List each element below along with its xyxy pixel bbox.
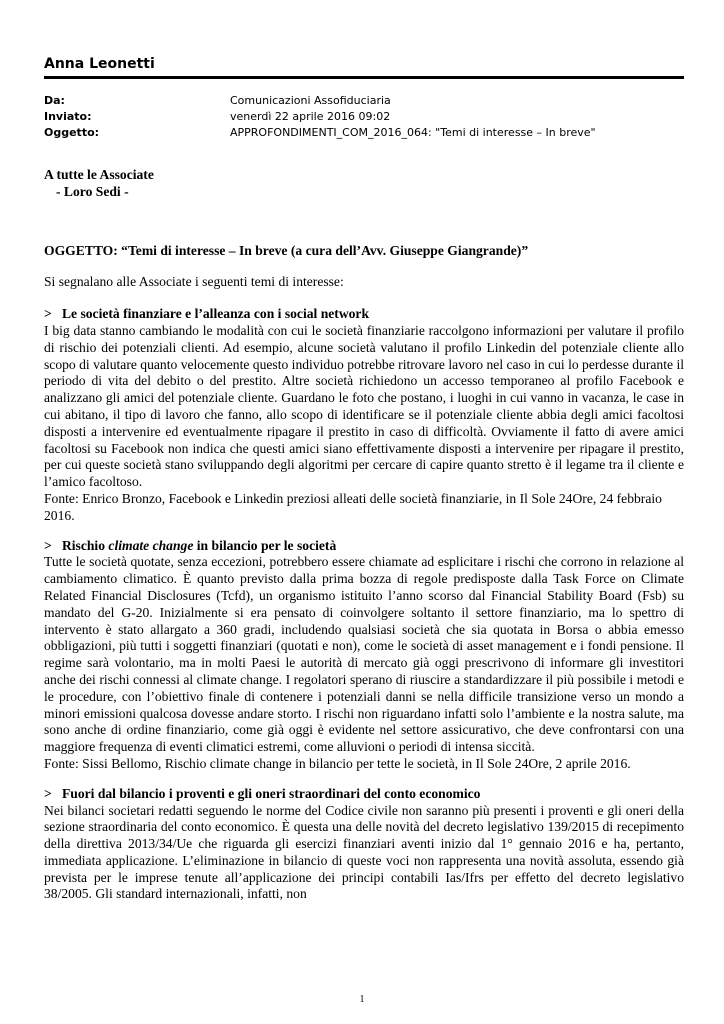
recipient-line-2: - Loro Sedi - xyxy=(56,183,129,199)
subject-label: Oggetto: xyxy=(44,126,100,139)
sent-label: Inviato: xyxy=(44,110,92,123)
section-2-title-post: in bilancio per le società xyxy=(196,537,337,553)
section-3-body: Nei bilanci societari redatti seguendo le norme del Codice civile non saranno più presenti i proventi e gli oneri della sezione straordinaria del conto economico. È questa una delle novità del decreto legislativo 139/2015 di recepimento della direttiva 2013/34/Ue che riguarda gli esercizi finanziari aventi inizio dal 1° gennaio 2016 e ha, pertanto, immediata applicazione. L’eliminazione in bilancio di queste voci non rappresenta una novità assoluta, essendo già prevista per le imprese tenute all’applicazione dei principi contabili Ias/Ifrs per effetto del decreto legislativo 38/2005. Gli standard internazionali, infatti, non xyxy=(44,802,684,902)
section-1-marker: > xyxy=(44,306,52,322)
meta-from-row xyxy=(44,93,684,109)
section-1-source: Fonte: Enrico Bronzo, Facebook e Linkedin preziosi alleati delle società finanziarie, in Il Sole 24Ore, 24 febbraio 2016. xyxy=(44,490,662,523)
intro-text: Si segnalano alle Associate i seguenti temi di interesse: xyxy=(44,274,344,290)
recipient-line-1: A tutte le Associate xyxy=(44,167,154,182)
section-3-marker: > xyxy=(44,785,52,801)
section-3-heading xyxy=(44,786,684,803)
meta-subject-row xyxy=(44,125,684,141)
section-2-title-pre: Rischio xyxy=(61,537,106,553)
document-page xyxy=(44,56,684,903)
section-2-body: Tutte le società quotate, senza eccezioni, potrebbero essere chiamate ad esplicitare i rischi che corrono in relazione al cambiamento climatico. È quanto previsto dalla prima bozza di regole predisposte dalla Task Force on Climate Related Financial Disclosures (Tcfd), un organismo istituito l’anno scorso dal Financial Stability Board (Fsb) su mandato del G-20. Inizialmente si era pensato di coinvolgere soltanto il settore finanziario, ma lo spettro di intervento è stato allargato a 360 gradi, includendo qualsiasi società che sia quotata in Borsa o abbia emesso obbligazioni, più tutti i soggetti finanziari (quotati e non), come le società di asset management e i fondi pensione. Il regime sarà volontario, ma in molti Paesi le autorità di mercato già oggi prescrivono di informare gli investitori anche dei rischi connessi al climate change. I regolatori sperano di riuscire a standardizzare il più possibile i metodi e le procedure, con l’obiettivo finale di contenere i potenziali danni se nella difficile transizione verso un mondo a minori emissioni qualcosa dovesse andare storto. I rischi non riguardano infatti solo l’ambiente e la nostra salute, ma sono anche di ordine finanziario, come già oggi è evidente nel settore assicurativo, che deve confrontarsi con una maggiore frequenza di eventi climatici estremi, come alluvioni o periodi di intensa siccità. xyxy=(44,554,684,755)
section-1-heading xyxy=(44,306,684,323)
section-2-heading xyxy=(44,538,684,555)
section-2-marker: > xyxy=(44,537,52,553)
letter-body xyxy=(44,167,684,903)
from-value: Comunicazioni Assofiduciaria xyxy=(230,94,391,107)
object-line: OGGETTO: “Temi di interesse – In breve (a cura dell’Avv. Giuseppe Giangrande)” xyxy=(44,242,529,258)
subject-value: APPROFONDIMENTI_COM_2016_064: "Temi di interesse – In breve" xyxy=(230,126,596,139)
email-meta xyxy=(44,93,684,141)
section-2-title-italic: climate change xyxy=(108,537,194,553)
from-label: Da: xyxy=(44,94,65,107)
section-2-source: Fonte: Sissi Bellomo, Rischio climate change in bilancio per tette le società, in Il Sole 24Ore, 2 aprile 2016. xyxy=(44,755,631,771)
section-1-title: Le società finanziare e l’alleanza con i social network xyxy=(61,306,370,322)
sender-name: Anna Leonetti xyxy=(44,56,684,79)
section-1-body: I big data stanno cambiando le modalità con cui le società finanziarie raccolgono informazioni per valutare il profilo di rischio dei potenziali clienti. Ad esempio, alcune società valutano il profilo Linkedin del potenziale cliente allo scopo di valutare quanto velocemente questo individuo potrebbe ritrovare lavoro nel caso in cui lo perdesse durante il periodo di vita del debito o del prestito. Altre società richiedono un accesso temporaneo al profilo Facebook e analizzano gli amici del potenziale cliente. Guardano le foto che postano, i luoghi in cui vanno in vacanza, le case in cui abitano, il tipo di lavoro che fanno, allo scopo di identificare se il potenziale cliente abbia degli amici facoltosi disposti a intervenire ed eventualmente ripagare il prestito in caso di difficoltà. Ovviamente il fatto di avere amici facoltosi su Facebook non indica che questi amici siano effettivamente disposti a intervenire per ripagare il prestito, per cui queste società stano sviluppando degli algoritmi per cercare di capire quanto stretto è il legame tra il cliente e l’amico facoltoso. xyxy=(44,322,684,490)
page-number: 1 xyxy=(359,994,365,1005)
section-3-title: Fuori dal bilancio i proventi e gli oneri straordinari del conto economico xyxy=(61,785,481,801)
meta-sent-row xyxy=(44,109,684,125)
sent-value: venerdì 22 aprile 2016 09:02 xyxy=(230,110,391,123)
